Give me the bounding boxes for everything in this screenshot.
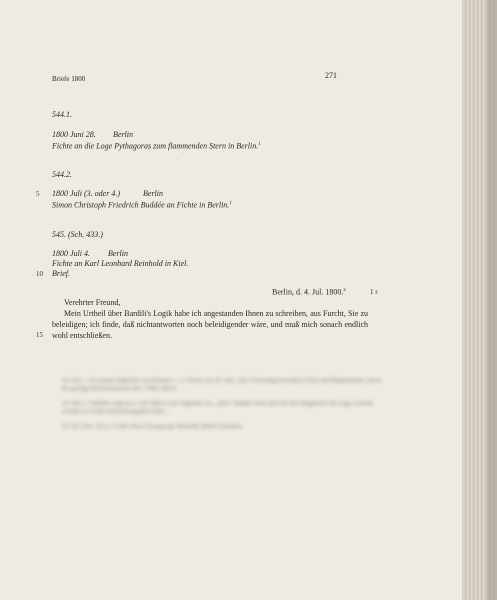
folio-marker: 1 r <box>370 288 378 296</box>
letter-dateline: Berlin, d. 4. Jul. 1800.$^a$ <box>272 287 346 297</box>
page-number: 271 <box>325 71 337 80</box>
footnote: Zu 544.1. 1 In seinem Tagebuch verzeichnete C. A. Fischer am 28. Juni: „Der Vorsitzung beiwohnte Fichte und Bürgermeister, durch die geistige Beleuchtung aus den 1790er Jahren … <box>62 378 382 392</box>
running-head-title: Briefe 1800 <box>52 75 86 83</box>
line-number: 15 <box>36 331 43 339</box>
entry-place: Berlin <box>143 189 163 198</box>
entry-document-type: Brief. <box>52 269 70 278</box>
entry-description: Simon Christoph Friedrich Buddée an Fichte in Berlin.$^1$ <box>52 200 232 210</box>
line-number: 5 <box>36 190 40 198</box>
footnotes <box>62 378 384 440</box>
entry-date: 1800 Juni 28. <box>52 130 96 139</box>
entry-place: Berlin <box>113 130 133 139</box>
entry-date: 1800 Juli 4. <box>52 249 90 258</box>
line-number: 10 <box>36 270 43 278</box>
footnote: Zu 545. (Sch. 433.) 1 Ueber diese Fassung vgl. Reinhold, Briefe Schreiben. <box>62 424 244 430</box>
scan-mark: ˙ · <box>178 150 184 156</box>
letter-salutation: Verehrter Freund, <box>64 298 121 307</box>
entry-date: 1800 Juli (3. oder 4.) <box>52 189 120 198</box>
entry-description: Fichte an die Loge Pythagoras zum flammenden Stern in Berlin.$^1$ <box>52 141 261 151</box>
footnote: Zu 544.2. 1 Buddée zeigt am 4. Juli 1800 in sein Tagebuch ein, „daß F. Buddée nicht mehr bei den Mitgliedern der Loge verweilt, worüber er Fichte Nachricht gegeben habe … <box>62 401 374 415</box>
entry-number: 544.1. <box>52 110 72 119</box>
page-edge <box>462 0 497 600</box>
entry-number: 544.2. <box>52 170 72 179</box>
entry-description: Fichte an Karl Leonhard Reinhold in Kiel. <box>52 259 189 268</box>
entry-place: Berlin <box>108 249 128 258</box>
entry-number: 545. (Sch. 433.) <box>52 230 103 239</box>
letter-body: Mein Urtheil über Bardili's Logik habe ich angestanden Ihnen zu schreiben, aus Furcht, Sie zu beleidigen; ich finde, daß nichtantworten noch beleidigender wäre, und muß mich sonach endlich wohl entschließen. <box>52 309 368 341</box>
